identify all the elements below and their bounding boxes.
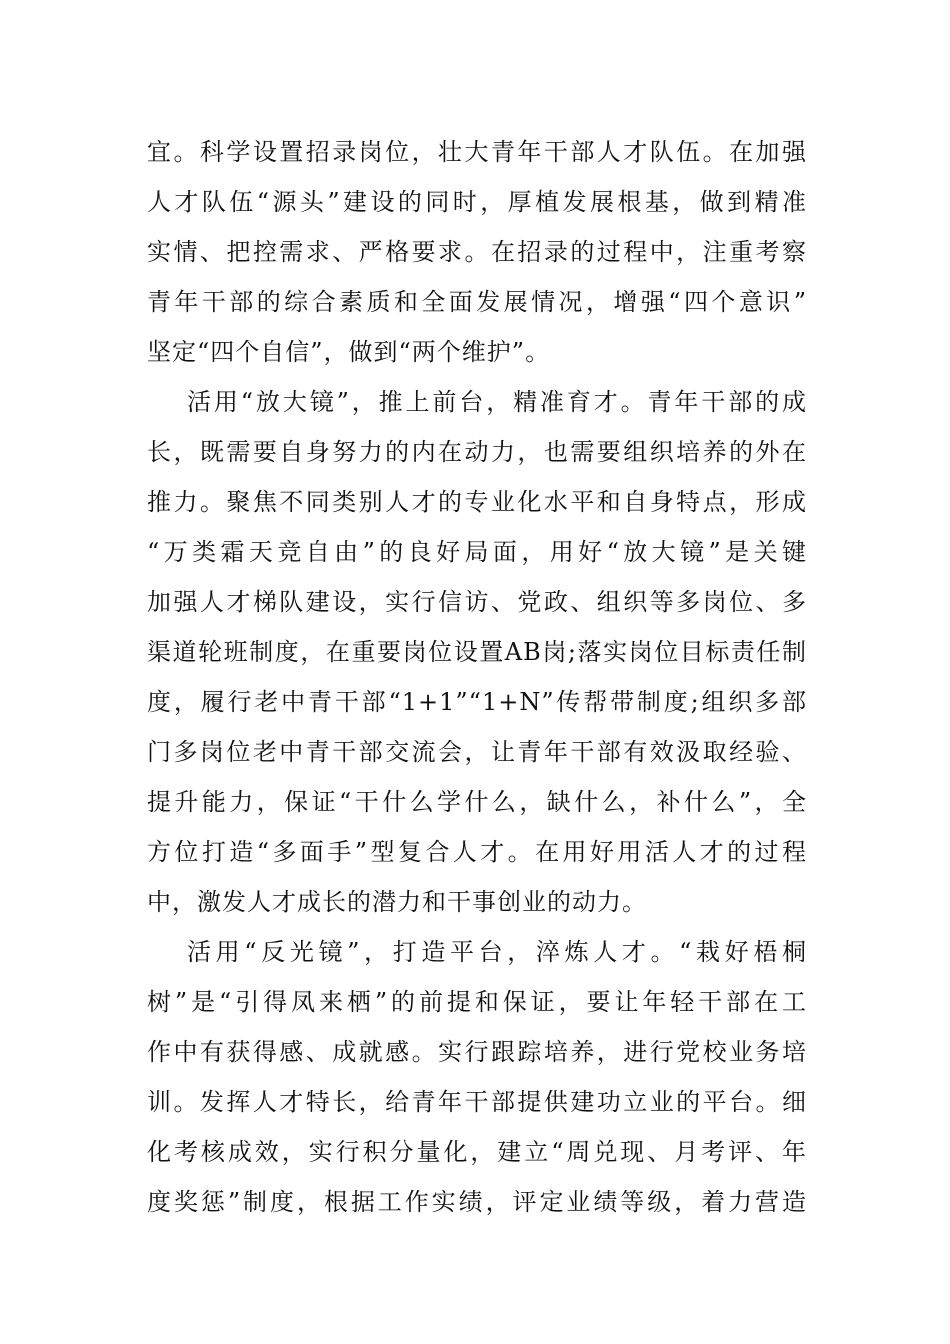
paragraph-2-line-9: 提升能力，保证“干什么学什么，缺什么，补什么”，全 [147,788,807,816]
paragraph-1-line-2: 人才队伍“源头”建设的同时，厚植发展根基，做到精准 [147,188,807,216]
paragraph-2-line-6: 渠道轮班制度，在重要岗位设置AB岗;落实岗位目标责任制 [147,638,807,666]
paragraph-1-line-5: 坚定“四个自信”，做到“两个维护”。 [147,338,551,366]
paragraph-2-line-7: 度，履行老中青干部“1+1”“1+N”传帮带制度;组织多部 [147,688,807,716]
paragraph-3-line-3: 作中有获得感、成就感。实行跟踪培养，进行党校业务培 [147,1038,807,1066]
paragraph-3-line-4: 训。发挥人才特长，给青年干部提供建功立业的平台。细 [147,1088,807,1116]
document-body [147,127,807,1227]
paragraph-2-line-1: 活用“放大镜”，推上前台，精准育才。青年干部的成 [187,388,807,416]
paragraph-2-line-2: 长，既需要自身努力的内在动力，也需要组织培养的外在 [147,438,807,466]
paragraph-3-line-5: 化考核成效，实行积分量化，建立“周兑现、月考评、年 [147,1138,807,1166]
paragraph-2-line-4: “万类霜天竞自由”的良好局面，用好“放大镜”是关键 [147,538,807,566]
paragraph-2-line-11: 中，激发人才成长的潜力和干事创业的动力。 [147,888,647,916]
paragraph-3-line-6: 度奖惩”制度，根据工作实绩，评定业绩等级，着力营造 [147,1188,807,1216]
paragraph-2-line-3: 推力。聚焦不同类别人才的专业化水平和自身特点，形成 [147,488,807,516]
paragraph-1-line-3: 实情、把控需求、严格要求。在招录的过程中，注重考察 [147,238,807,266]
paragraph-1-line-1: 宜。科学设置招录岗位，壮大青年干部人才队伍。在加强 [147,138,807,166]
paragraph-3-line-2: 树”是“引得凤来栖”的前提和保证，要让年轻干部在工 [147,988,807,1016]
paragraph-2-line-10: 方位打造“多面手”型复合人才。在用好用活人才的过程 [147,838,807,866]
paragraph-2-line-5: 加强人才梯队建设，实行信访、党政、组织等多岗位、多 [147,588,807,616]
paragraph-3-line-1: 活用“反光镜”，打造平台，淬炼人才。“栽好梧桐 [187,938,807,966]
paragraph-2-line-8: 门多岗位老中青干部交流会，让青年干部有效汲取经验、 [147,738,807,766]
paragraph-1-line-4: 青年干部的综合素质和全面发展情况，增强“四个意识” [147,288,807,316]
